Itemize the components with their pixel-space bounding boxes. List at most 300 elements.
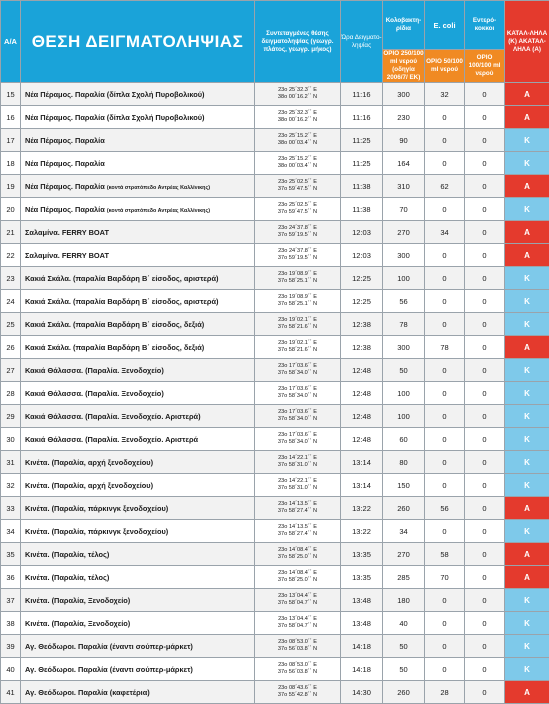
table-row: [1, 658, 549, 681]
coliforms-value: 78: [383, 313, 425, 336]
enterococci-value: 0: [465, 106, 505, 129]
enterococci-value: 0: [465, 336, 505, 359]
coord-longitude: 23ο 25΄15.2΄΄ Ε: [278, 156, 317, 162]
site-name: Κινέτα. (Παραλία, τέλος): [25, 573, 109, 582]
site-note: (κοντά στρατόπεδο Αντρέας Καλλίνικης): [107, 185, 210, 191]
result-badge: Κ: [505, 405, 549, 428]
site-name: Νέα Πέραμος. Παραλία: [25, 159, 105, 168]
row-number: 24: [1, 290, 21, 313]
sampling-site: [21, 152, 255, 175]
coordinates: [255, 336, 341, 359]
row-number: 18: [1, 152, 21, 175]
site-name: Νέα Πέραμος. Παραλία: [25, 136, 105, 145]
sampling-time: 11:16: [341, 106, 383, 129]
sampling-site: [21, 612, 255, 635]
coord-latitude: 37ο 59΄19.5΄΄ Ν: [278, 255, 317, 261]
sampling-time: 12:48: [341, 359, 383, 382]
result-badge: Κ: [505, 290, 549, 313]
ecoli-value: 0: [425, 520, 465, 543]
table-row: [1, 589, 549, 612]
result-badge: Α: [505, 106, 549, 129]
table-row: [1, 83, 549, 106]
ecoli-value: 0: [425, 428, 465, 451]
coord-latitude: 38ο 00΄03.4΄΄ Ν: [278, 163, 317, 169]
site-name: Σαλαμίνα. FERRY BOAT: [25, 251, 109, 260]
coord-longitude: 23ο 14΄13.5΄΄ Ε: [278, 501, 317, 507]
enterococci-value: 0: [465, 221, 505, 244]
table-header: [1, 1, 549, 83]
table-row: [1, 359, 549, 382]
sampling-site: [21, 520, 255, 543]
table-row: [1, 520, 549, 543]
row-number: 31: [1, 451, 21, 474]
enterococci-value: 0: [465, 313, 505, 336]
sampling-site: [21, 428, 255, 451]
header-coords: Συντεταγμένες θέσης δειγματοληψίας (γεωγρ. πλάτος, γεωγρ. μήκος): [255, 1, 341, 83]
sampling-time: 14:18: [341, 635, 383, 658]
coord-longitude: 23ο 19΄02.1΄΄ Ε: [278, 340, 317, 346]
enterococci-value: 0: [465, 612, 505, 635]
sampling-time: 12:48: [341, 382, 383, 405]
ecoli-value: 0: [425, 359, 465, 382]
result-badge: Α: [505, 336, 549, 359]
enterococci-value: 0: [465, 589, 505, 612]
site-name: Κινέτα. (Παραλία, Ξενοδοχείο): [25, 596, 130, 605]
coordinates: [255, 451, 341, 474]
ecoli-value: 0: [425, 290, 465, 313]
enterococci-value: 0: [465, 681, 505, 704]
coord-latitude: 37ο 58΄04.7΄΄ Ν: [278, 623, 317, 629]
sampling-time: 14:18: [341, 658, 383, 681]
ecoli-value: 58: [425, 543, 465, 566]
site-name: Κινέτα. (Παραλία, πάρκινγκ ξενοδοχείου): [25, 527, 168, 536]
result-badge: Α: [505, 543, 549, 566]
result-badge: Κ: [505, 658, 549, 681]
sampling-time: 13:22: [341, 497, 383, 520]
result-badge: Κ: [505, 198, 549, 221]
coord-longitude: 23ο 14΄08.4΄΄ Ε: [278, 570, 317, 576]
ecoli-value: 0: [425, 589, 465, 612]
coord-longitude: 23ο 25΄15.2΄΄ Ε: [278, 133, 317, 139]
coord-latitude: 37ο 58΄25.1΄΄ Ν: [278, 278, 317, 284]
coord-longitude: 23ο 14΄13.5΄΄ Ε: [278, 524, 317, 530]
coord-latitude: 37ο 58΄25.1΄΄ Ν: [278, 301, 317, 307]
enterococci-value: 0: [465, 635, 505, 658]
result-badge: Α: [505, 83, 549, 106]
coliforms-value: 285: [383, 566, 425, 589]
header-entero-limit: ΟΡΙΟ 100/100 ml νερού: [465, 50, 505, 83]
coliforms-value: 70: [383, 198, 425, 221]
sampling-time: 13:14: [341, 474, 383, 497]
coordinates: [255, 497, 341, 520]
coliforms-value: 34: [383, 520, 425, 543]
row-number: 19: [1, 175, 21, 198]
header-entero: Εντερό-κοκκοι: [465, 1, 505, 50]
table-row: [1, 681, 549, 704]
enterococci-value: 0: [465, 290, 505, 313]
coliforms-value: 50: [383, 658, 425, 681]
row-number: 36: [1, 566, 21, 589]
row-number: 25: [1, 313, 21, 336]
sampling-site: [21, 313, 255, 336]
sampling-time: 13:48: [341, 589, 383, 612]
coordinates: [255, 658, 341, 681]
ecoli-value: 78: [425, 336, 465, 359]
coord-latitude: 38ο 00΄03.4΄΄ Ν: [278, 140, 317, 146]
sampling-time: 13:35: [341, 543, 383, 566]
coordinates: [255, 152, 341, 175]
header-time: Ώρα Δειγματο-ληψίας: [341, 1, 383, 83]
ecoli-value: 0: [425, 474, 465, 497]
site-name: Σαλαμίνα. FERRY BOAT: [25, 228, 109, 237]
result-badge: Α: [505, 221, 549, 244]
coordinates: [255, 428, 341, 451]
sampling-site: [21, 474, 255, 497]
coord-latitude: 37ο 55΄42.8΄΄ Ν: [278, 692, 317, 698]
site-name: Κινέτα. (Παραλία, αρχή ξενοδοχείου): [25, 458, 153, 467]
sampling-time: 13:22: [341, 520, 383, 543]
result-badge: Κ: [505, 589, 549, 612]
ecoli-value: 0: [425, 267, 465, 290]
table-row: [1, 290, 549, 313]
coliforms-value: 260: [383, 497, 425, 520]
enterococci-value: 0: [465, 382, 505, 405]
table-body: [1, 83, 549, 704]
enterococci-value: 0: [465, 566, 505, 589]
table-row: [1, 152, 549, 175]
site-name: Κακιά Θάλασσα. (Παραλία. Ξενοδοχείο. Αριστερά: [25, 435, 198, 444]
table-row: [1, 497, 549, 520]
coliforms-value: 90: [383, 129, 425, 152]
sampling-time: 11:25: [341, 129, 383, 152]
row-number: 22: [1, 244, 21, 267]
enterococci-value: 0: [465, 175, 505, 198]
coordinates: [255, 405, 341, 428]
table-row: [1, 451, 549, 474]
result-badge: Κ: [505, 359, 549, 382]
sampling-time: 11:16: [341, 83, 383, 106]
coord-latitude: 37ο 58΄34.0΄΄ Ν: [278, 416, 317, 422]
enterococci-value: 0: [465, 152, 505, 175]
ecoli-value: 0: [425, 313, 465, 336]
site-name: Κακιά Σκάλα. (παραλία Βαρδάρη Β΄ είσοδος, δεξιά): [25, 343, 204, 352]
ecoli-value: 0: [425, 635, 465, 658]
sampling-time: 13:48: [341, 612, 383, 635]
coliforms-value: 270: [383, 221, 425, 244]
site-name: Αγ. Θεόδωροι. Παραλία (έναντι σούπερ-μάρκετ): [25, 665, 193, 674]
row-number: 38: [1, 612, 21, 635]
sampling-site: [21, 83, 255, 106]
result-badge: Κ: [505, 520, 549, 543]
coord-latitude: 37ο 58΄25.0΄΄ Ν: [278, 577, 317, 583]
result-badge: Α: [505, 497, 549, 520]
site-name: Αγ. Θεόδωροι. Παραλία (έναντι σούπερ-μάρκετ): [25, 642, 193, 651]
coordinates: [255, 589, 341, 612]
ecoli-value: 0: [425, 106, 465, 129]
sampling-site: [21, 244, 255, 267]
enterococci-value: 0: [465, 543, 505, 566]
row-number: 33: [1, 497, 21, 520]
coord-longitude: 23ο 25΄32.3΄΄ Ε: [278, 87, 317, 93]
sampling-site: [21, 405, 255, 428]
coliforms-value: 310: [383, 175, 425, 198]
coord-longitude: 23ο 17΄03.6΄΄ Ε: [278, 409, 317, 415]
site-name: Αγ. Θεόδωροι. Παραλία (καφετέρια): [25, 688, 150, 697]
sampling-site: [21, 106, 255, 129]
sampling-time: 12:03: [341, 244, 383, 267]
site-name: Κινέτα. (Παραλία, τέλος): [25, 550, 109, 559]
result-badge: Α: [505, 566, 549, 589]
site-name: Νέα Πέραμος. Παραλία: [25, 182, 105, 191]
ecoli-value: 0: [425, 152, 465, 175]
coord-latitude: 37ο 58΄27.4΄΄ Ν: [278, 508, 317, 514]
site-name: Κακιά Θάλασσα. (Παραλία. Ξενοδοχείο): [25, 366, 164, 375]
coord-latitude: 37ο 58΄21.6΄΄ Ν: [278, 347, 317, 353]
coord-longitude: 23ο 17΄03.6΄΄ Ε: [278, 386, 317, 392]
coord-latitude: 37ο 59΄47.5΄΄ Ν: [278, 209, 317, 215]
sampling-time: 12:48: [341, 405, 383, 428]
coord-latitude: 38ο 00΄16.2΄΄ Ν: [278, 117, 317, 123]
coord-longitude: 23ο 19΄08.9΄΄ Ε: [278, 294, 317, 300]
coord-longitude: 23ο 14΄22.1΄΄ Ε: [278, 478, 317, 484]
site-name: Κακιά Σκάλα. (παραλία Βαρδάρη Β΄ είσοδος, αριστερά): [25, 297, 219, 306]
coliforms-value: 60: [383, 428, 425, 451]
coordinates: [255, 267, 341, 290]
result-badge: Κ: [505, 267, 549, 290]
coord-longitude: 23ο 19΄08.9΄΄ Ε: [278, 271, 317, 277]
header-ecoli-limit: ΟΡΙΟ 50/100 ml νερού: [425, 50, 465, 83]
row-number: 26: [1, 336, 21, 359]
coord-latitude: 37ο 58΄34.0΄΄ Ν: [278, 393, 317, 399]
enterococci-value: 0: [465, 520, 505, 543]
site-name: Κινέτα. (Παραλία, πάρκινγκ ξενοδοχείου): [25, 504, 168, 513]
ecoli-value: 0: [425, 405, 465, 428]
coord-latitude: 37ο 56΄03.8΄΄ Ν: [278, 646, 317, 652]
coord-longitude: 23ο 08΄53.0΄΄ Ε: [278, 662, 317, 668]
table-row: [1, 428, 549, 451]
coordinates: [255, 313, 341, 336]
coord-longitude: 23ο 25΄02.5΄΄ Ε: [278, 179, 317, 185]
enterococci-value: 0: [465, 129, 505, 152]
coord-longitude: 23ο 13΄04.4΄΄ Ε: [278, 616, 317, 622]
coordinates: [255, 543, 341, 566]
coordinates: [255, 520, 341, 543]
row-number: 35: [1, 543, 21, 566]
enterococci-value: 0: [465, 658, 505, 681]
result-badge: Κ: [505, 313, 549, 336]
coliforms-value: 164: [383, 152, 425, 175]
site-name: Κακιά Θάλασσα. (Παραλία. Ξενοδοχείο. Αριστερά): [25, 412, 201, 421]
sampling-time: 13:35: [341, 566, 383, 589]
sampling-site: [21, 198, 255, 221]
sampling-time: 12:03: [341, 221, 383, 244]
sampling-time: 11:25: [341, 152, 383, 175]
coliforms-value: 100: [383, 405, 425, 428]
coliforms-value: 100: [383, 267, 425, 290]
coord-latitude: 37ο 58΄04.7΄΄ Ν: [278, 600, 317, 606]
coord-latitude: 37ο 58΄34.0΄΄ Ν: [278, 439, 317, 445]
ecoli-value: 0: [425, 198, 465, 221]
header-ecoli: E. coli: [425, 1, 465, 50]
ecoli-value: 32: [425, 83, 465, 106]
enterococci-value: 0: [465, 83, 505, 106]
coliforms-value: 300: [383, 83, 425, 106]
ecoli-value: 0: [425, 658, 465, 681]
coordinates: [255, 612, 341, 635]
site-name: Νέα Πέραμος. Παραλία (δίπλα Σχολή Πυροβολικού): [25, 113, 204, 122]
coord-longitude: 23ο 08΄53.0΄΄ Ε: [278, 639, 317, 645]
coordinates: [255, 681, 341, 704]
header-result: ΚΑΤΑΛ-ΛΗΛΑ (Κ) ΑΚΑΤΑΛ-ΛΗΛΑ (Α): [505, 1, 549, 83]
coliforms-value: 50: [383, 359, 425, 382]
coord-longitude: 23ο 19΄02.1΄΄ Ε: [278, 317, 317, 323]
ecoli-value: 56: [425, 497, 465, 520]
site-name: Κακιά Θάλασσα. (Παραλία. Ξενοδοχείο): [25, 389, 164, 398]
site-note: (κοντά στρατόπεδο Αντρέας Καλλίνικης): [107, 208, 210, 214]
coliforms-value: 300: [383, 336, 425, 359]
sampling-site: [21, 681, 255, 704]
ecoli-value: 34: [425, 221, 465, 244]
result-badge: Κ: [505, 635, 549, 658]
result-badge: Α: [505, 681, 549, 704]
table-row: [1, 612, 549, 635]
result-badge: Α: [505, 244, 549, 267]
site-name: Κινέτα. (Παραλία, αρχή ξενοδοχείου): [25, 481, 153, 490]
row-number: 27: [1, 359, 21, 382]
coliforms-value: 300: [383, 244, 425, 267]
coliforms-value: 180: [383, 589, 425, 612]
enterococci-value: 0: [465, 198, 505, 221]
coordinates: [255, 382, 341, 405]
enterococci-value: 0: [465, 244, 505, 267]
site-name: Νέα Πέραμος. Παραλία (δίπλα Σχολή Πυροβολικού): [25, 90, 204, 99]
result-badge: Α: [505, 175, 549, 198]
coordinates: [255, 359, 341, 382]
row-number: 32: [1, 474, 21, 497]
coord-latitude: 37ο 58΄21.6΄΄ Ν: [278, 324, 317, 330]
row-number: 15: [1, 83, 21, 106]
table-row: [1, 198, 549, 221]
header-site: ΘΕΣΗ ΔΕΙΓΜΑΤΟΛΗΨΙΑΣ: [21, 1, 255, 83]
sampling-site: [21, 658, 255, 681]
coliforms-value: 270: [383, 543, 425, 566]
coord-latitude: 37ο 56΄03.8΄΄ Ν: [278, 669, 317, 675]
enterococci-value: 0: [465, 428, 505, 451]
coliforms-value: 50: [383, 635, 425, 658]
sampling-site: [21, 129, 255, 152]
coord-latitude: 37ο 58΄27.4΄΄ Ν: [278, 531, 317, 537]
row-number: 37: [1, 589, 21, 612]
enterococci-value: 0: [465, 474, 505, 497]
result-badge: Κ: [505, 382, 549, 405]
sampling-site: [21, 290, 255, 313]
sampling-site: [21, 543, 255, 566]
row-number: 40: [1, 658, 21, 681]
sampling-site: [21, 566, 255, 589]
sampling-time: 12:38: [341, 336, 383, 359]
coord-latitude: 37ο 58΄31.0΄΄ Ν: [278, 485, 317, 491]
row-number: 17: [1, 129, 21, 152]
sampling-time: 14:30: [341, 681, 383, 704]
coord-longitude: 23ο 25΄02.5΄΄ Ε: [278, 202, 317, 208]
sampling-time: 12:25: [341, 290, 383, 313]
table-row: [1, 129, 549, 152]
result-badge: Κ: [505, 129, 549, 152]
coordinates: [255, 474, 341, 497]
row-number: 21: [1, 221, 21, 244]
coord-latitude: 37ο 58΄34.0΄΄ Ν: [278, 370, 317, 376]
coord-latitude: 38ο 00΄16.2΄΄ Ν: [278, 94, 317, 100]
coordinates: [255, 290, 341, 313]
coliforms-value: 80: [383, 451, 425, 474]
table-row: [1, 175, 549, 198]
sampling-site: [21, 221, 255, 244]
table-row: [1, 474, 549, 497]
row-number: 34: [1, 520, 21, 543]
row-number: 41: [1, 681, 21, 704]
result-badge: Κ: [505, 612, 549, 635]
coliforms-value: 260: [383, 681, 425, 704]
sampling-site: [21, 382, 255, 405]
coord-longitude: 23ο 25΄32.3΄΄ Ε: [278, 110, 317, 116]
sampling-time: 12:48: [341, 428, 383, 451]
ecoli-value: 0: [425, 244, 465, 267]
ecoli-value: 62: [425, 175, 465, 198]
enterococci-value: 0: [465, 405, 505, 428]
coordinates: [255, 175, 341, 198]
row-number: 20: [1, 198, 21, 221]
coord-longitude: 23ο 24΄37.8΄΄ Ε: [278, 248, 317, 254]
row-number: 30: [1, 428, 21, 451]
coord-longitude: 23ο 17΄03.6΄΄ Ε: [278, 432, 317, 438]
coord-latitude: 37ο 59΄19.5΄΄ Ν: [278, 232, 317, 238]
ecoli-value: 0: [425, 612, 465, 635]
sampling-site: [21, 175, 255, 198]
result-badge: Κ: [505, 428, 549, 451]
coord-longitude: 23ο 13΄04.4΄΄ Ε: [278, 593, 317, 599]
sampling-site: [21, 589, 255, 612]
sampling-site: [21, 497, 255, 520]
coordinates: [255, 566, 341, 589]
enterococci-value: 0: [465, 451, 505, 474]
sampling-time: 12:38: [341, 313, 383, 336]
coord-latitude: 37ο 59΄47.5΄΄ Ν: [278, 186, 317, 192]
coliforms-value: 230: [383, 106, 425, 129]
coliforms-value: 56: [383, 290, 425, 313]
sampling-site: [21, 336, 255, 359]
coord-latitude: 37ο 58΄31.0΄΄ Ν: [278, 462, 317, 468]
sampling-site: [21, 451, 255, 474]
ecoli-value: 0: [425, 451, 465, 474]
site-name: Κινέτα. (Παραλία, Ξενοδοχείο): [25, 619, 130, 628]
sampling-time: 11:38: [341, 198, 383, 221]
coordinates: [255, 635, 341, 658]
coord-longitude: 23ο 24΄37.8΄΄ Ε: [278, 225, 317, 231]
result-badge: Κ: [505, 152, 549, 175]
row-number: 16: [1, 106, 21, 129]
row-number: 29: [1, 405, 21, 428]
sampling-site: [21, 359, 255, 382]
sampling-time: 11:38: [341, 175, 383, 198]
result-badge: Κ: [505, 474, 549, 497]
coordinates: [255, 244, 341, 267]
table-row: [1, 635, 549, 658]
coord-longitude: 23ο 14΄08.4΄΄ Ε: [278, 547, 317, 553]
table-row: [1, 313, 549, 336]
enterococci-value: 0: [465, 359, 505, 382]
coordinates: [255, 198, 341, 221]
header-aa: Α/Α: [1, 1, 21, 83]
